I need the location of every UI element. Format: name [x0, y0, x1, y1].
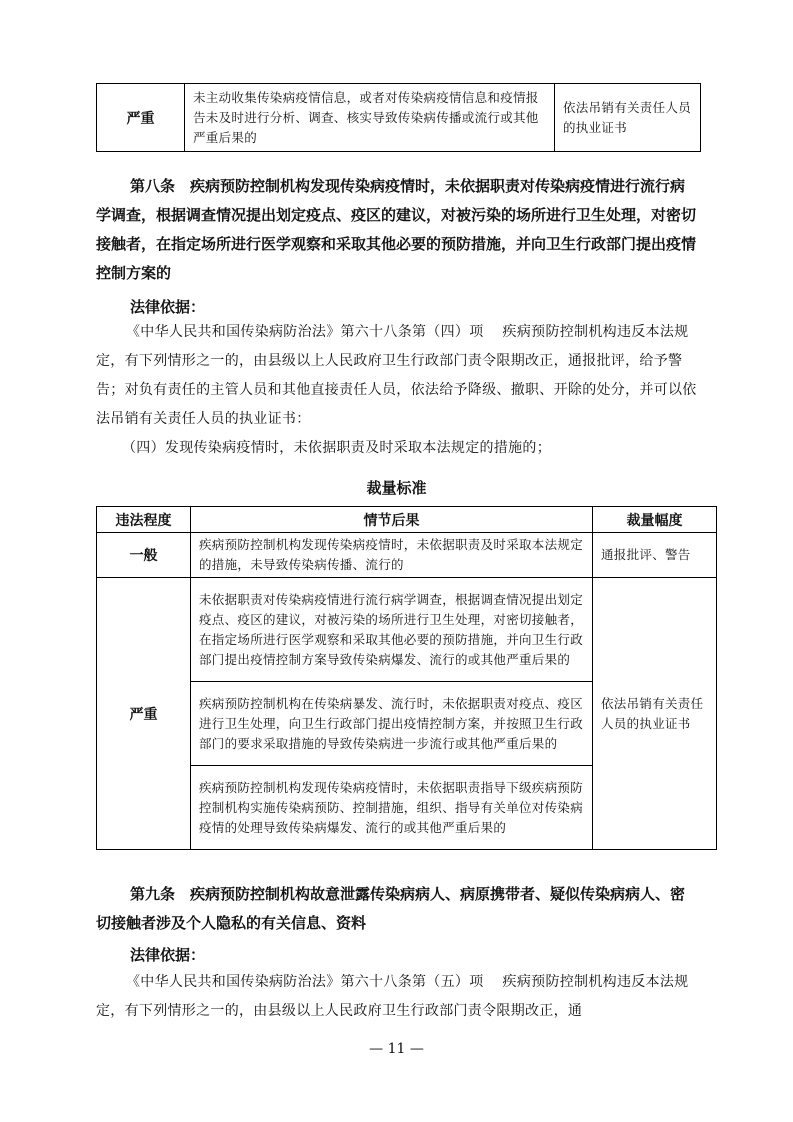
degree-cell: 一般	[97, 533, 191, 578]
degree-cell: 严重	[97, 84, 185, 152]
legal-basis-label: 法律依据：	[130, 946, 206, 964]
circumstance-cell: 疾病预防控制机构发现传染病疫情时，未依据职责及时采取本法规定的措施，未导致传染病传播、流行的	[191, 533, 593, 578]
legal-basis-paragraph: 《中华人民共和国传染病防治法》第六十八条第（四）项 疾病预防控制机构违反本法规定，有下列情形之一的，由县级以上人民政府卫生行政部门责令限期改正，通报批评，给予警告；对负有责任的主管人员和其他直接责任人员，依法给予降级、撤职、开除的处分，并可以依法吊销有关责任人员的执业证书：	[96, 324, 697, 427]
article-8-heading: 第八条 疾病预防控制机构发现传染病疫情时，未依据职责对传染病疫情进行流行病学调查，根据调查情况提出划定疫点、疫区的建议，对被污染的场所进行卫生处理，对密切接触者，在指定场所进行医学观察和采取其他必要的预防措施，并向卫生行政部门提出疫情控制方案的	[96, 177, 697, 282]
legal-basis-item: （四）发现传染病疫情时，未依据职责及时采取本法规定的措施的；	[122, 440, 551, 456]
table-row	[97, 84, 701, 152]
penalty-cell: 依法吊销有关责任人员的执业证书	[593, 578, 717, 850]
degree-cell: 严重	[97, 578, 191, 850]
table-row	[97, 578, 717, 682]
table-row	[97, 533, 717, 578]
legal-basis-label: 法律依据：	[130, 298, 206, 316]
circumstance-cell: 疾病预防控制机构在传染病暴发、流行时，未依据职责对疫点、疫区进行卫生处理，向卫生行政部门提出疫情控制方案，并按照卫生行政部门的要求采取措施的导致传染病进一步流行或其他严重后果的	[191, 682, 593, 766]
column-header: 违法程度	[97, 507, 191, 533]
table-title: 裁量标准	[366, 479, 427, 497]
discretion-standard-table	[96, 506, 717, 850]
top-penalty-table	[96, 83, 701, 152]
column-header: 裁量幅度	[593, 507, 717, 533]
penalty-cell: 依法吊销有关责任人员的执业证书	[555, 84, 701, 152]
article-9-heading: 第九条 疾病预防控制机构故意泄露传染病病人、病原携带者、疑似传染病病人、密切接触者涉及个人隐私的有关信息、资料	[96, 885, 686, 932]
circumstance-cell: 疾病预防控制机构发现传染病疫情时，未依据职责指导下级疾病预防控制机构实施传染病预防、控制措施，组织、指导有关单位对传染病疫情的处理导致传染病爆发、流行的或其他严重后果的	[191, 766, 593, 850]
circumstance-cell: 未依据职责对传染病疫情进行流行病学调查，根据调查情况提出划定疫点、疫区的建议，对被污染的场所进行卫生处理，对密切接触者，在指定场所进行医学观察和采取其他必要的预防措施，并向卫生行政部门提出疫情控制方案导致传染病爆发、流行的或其他严重后果的	[191, 578, 593, 682]
table-header-row	[97, 507, 717, 533]
column-header: 情节后果	[191, 507, 593, 533]
page-number: — 11 —	[369, 1041, 424, 1057]
penalty-cell: 通报批评、警告	[593, 533, 717, 578]
legal-basis-paragraph: 《中华人民共和国传染病防治法》第六十八条第（五）项 疾病预防控制机构违反本法规定，有下列情形之一的，由县级以上人民政府卫生行政部门责令限期改正，通	[96, 974, 689, 1019]
circumstance-cell: 未主动收集传染病疫情信息，或者对传染病疫情信息和疫情报告未及时进行分析、调查、核实导致传染病传播或流行或其他严重后果的	[185, 84, 555, 152]
